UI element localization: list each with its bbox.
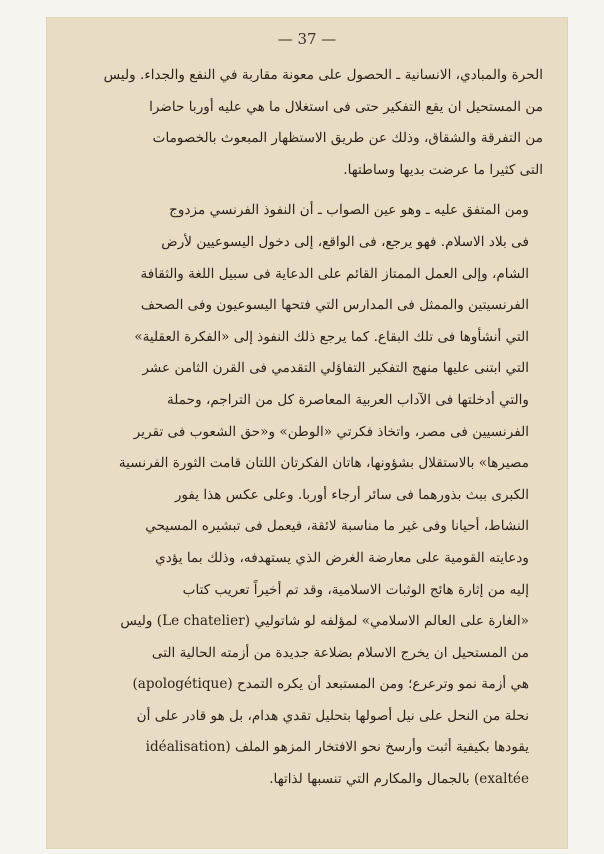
text-line: نحلة من النحل على نيل أصولها بتحليل تقدي هدام، بل هو قادر على أن (136, 707, 529, 724)
text-line: يقودها بكيفية أثبت وأرسخ نحو الافتخار المزهو الملف (idéalisation (145, 739, 529, 756)
text-line: التي أنشأوها فى تلك البقاع. كما يرجع ذلك النفوذ إلى «الفكرة العقلية» (134, 328, 529, 345)
text-line: ومن المتفق عليه ـ وهو عين الصواب ـ أن النفوذ الفرنسي مزدوج (169, 202, 529, 219)
text-line: الحرة والمبادي، الانسانية ـ الحصول على معونة مقاربة في النفع والجداء. وليس (103, 67, 543, 83)
text-line: ودعايته القومية على معارضة الغرض الذي يستهدفه، وذلك بما يؤدي (155, 549, 529, 566)
text-line: التى كثيرا ما عرضت بديها وساطتها. (343, 161, 543, 178)
text-line: التي ابتنى عليها منهج التفكير التفاؤلي التقدمي فى القرن الثامن عشر (142, 360, 529, 377)
text-line: النشاط، أحيانا وفى غير ما مناسبة لائقة، فيعمل فى تبشيره المسيحي (145, 518, 529, 535)
text-line: من المستحيل ان يقع التفكير حتى فى استغلال ما هي عليه أوربا حاضرا (149, 98, 543, 115)
text-line: exaltée) بالجمال والمكارم التي تنسبها لذاتها. (269, 771, 529, 788)
text-line: والتي أدخلتها فى الآداب العربية المعاصرة كل من التراجم، وحملة (167, 391, 529, 408)
text-line: إليه من إثارة هائج الوثبات الاسلامية، وقد تم أخيراً تعريب كتاب (182, 581, 529, 598)
paragraph (69, 195, 543, 795)
text-line: مصيرها» بالاستقلال بشؤونها، هاتان الفكرتان اللتان قامت الثورة الفرنسية (118, 455, 529, 472)
text-line: الكبرى ببث بذورهما فى سائر أرجاء أوربا. وعلى عكس هذا يفور (174, 486, 529, 503)
text-line: من المستحيل ان يخرج الاسلام بضلاعة جديدة من أزمته الحالية التى (151, 644, 529, 661)
text-line: الفرنسيين فى مصر، واتخاذ فكرتي «الوطن» و«حق الشعوب فى تقرير (133, 423, 529, 440)
body-text (69, 60, 543, 796)
text-line: «الغارة على العالم الاسلامي» لمؤلفه لو شاتوليي (Le chatelier) وليس (120, 613, 529, 630)
text-line: الشام، وإلى العمل الممتاز القائم على الدعاية فى سبيل اللغة والثقافة (140, 265, 529, 282)
page-number: — 37 — (277, 30, 337, 48)
document-page (47, 18, 567, 848)
text-line: الفرنسيتين والممثل فى المدارس التي فتحها اليسوعيون وفى الصحف (140, 297, 529, 314)
text-line: هي أزمة نمو وترعرع؛ ومن المستبعد أن يكره التمدح (apologétique) (132, 676, 529, 693)
paragraph (69, 60, 543, 186)
text-line: فى بلاد الاسلام. فهو يرجع، فى الواقع، إلى دخول اليسوعيين لأرض (161, 233, 529, 250)
text-line: من التفرقة والشقاق، وذلك عن طريق الاستظهار المبعوث بالخصومات (152, 130, 543, 147)
